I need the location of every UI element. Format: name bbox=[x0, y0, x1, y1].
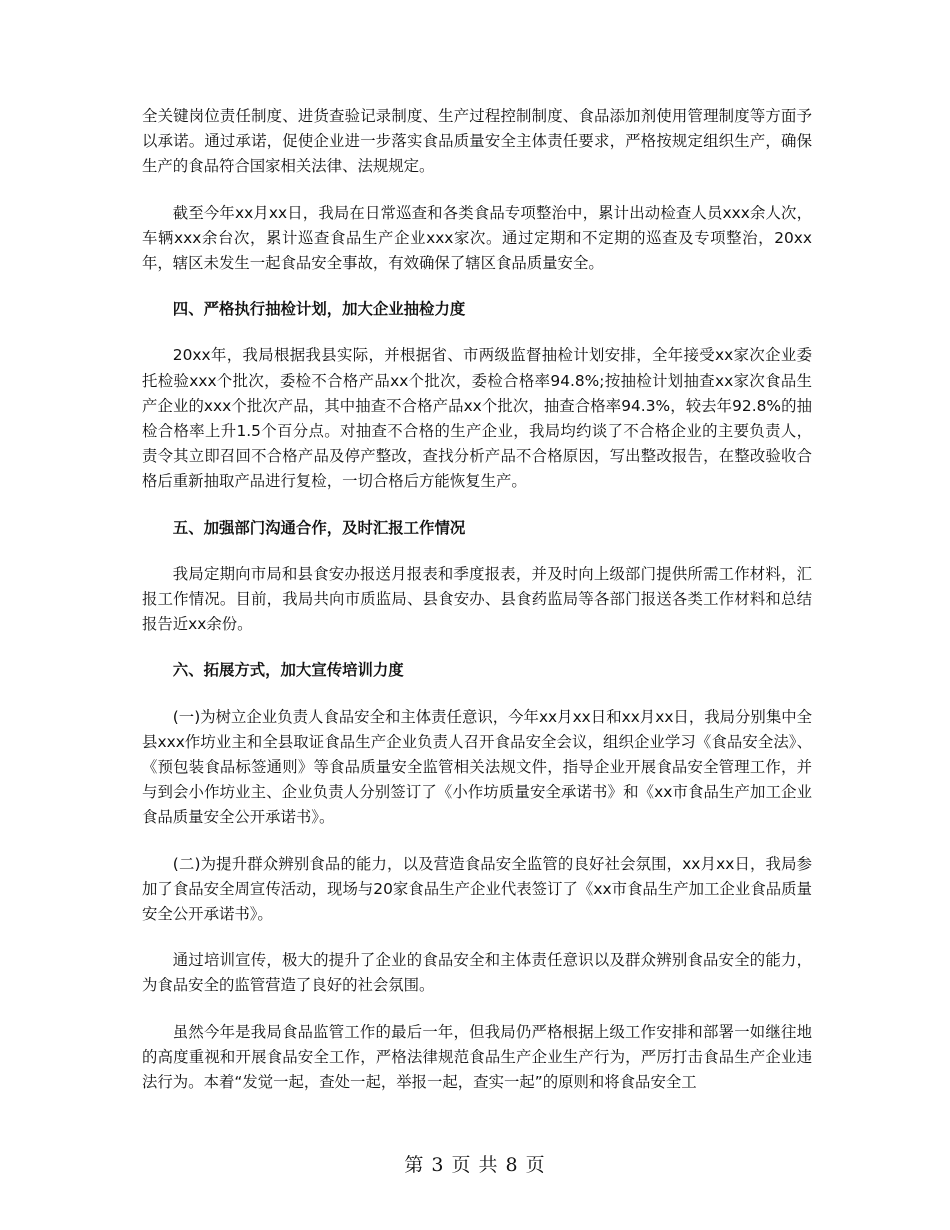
paragraph-training-2: (二)为提升群众辨别食品的能力，以及营造食品安全监管的良好社会氛围，xx月xx日，我局参加了食品安全周宣传活动，现场与20家食品生产企业代表签订了《xx市食品生产加工企业食品质量安全公开承诺书》。 bbox=[142, 854, 812, 924]
paragraph-reporting: 我局定期向市局和县食安办报送月报表和季度报表，并及时向上级部门提供所需工作材料，汇报工作情况。目前，我局共向市质监局、县食安办、县食药监局等各部门报送各类工作材料和总结报告近xx余份。 bbox=[142, 564, 812, 634]
paragraph-final-year: 虽然今年是我局食品监管工作的最后一年，但我局仍严格根据上级工作安排和部署一如继往地的高度重视和开展食品安全工作，严格法律规范食品生产企业生产行为，严厉打击食品生产企业违法行为。本着“发觉一起，查处一起，举报一起，查实一起”的原则和将食品安全工 bbox=[142, 1022, 812, 1092]
section-heading-4: 四、严格执行抽检计划，加大企业抽检力度 bbox=[172, 300, 466, 319]
paragraph-inspection-summary: 截至今年xx月xx日，我局在日常巡查和各类食品专项整治中，累计出动检查人员xxx余人次，车辆xxx余台次，累计巡查食品生产企业xxx家次。通过定期和不定期的巡查及专项整治，20xx年，辖区未发生一起食品安全事故，有效确保了辖区食品质量安全。 bbox=[142, 203, 812, 273]
paragraph-training-result: 通过培训宣传，极大的提升了企业的食品安全和主体责任意识以及群众辨别食品安全的能力，为食品安全的监管营造了良好的社会氛围。 bbox=[142, 951, 812, 995]
section-heading-6: 六、拓展方式，加大宣传培训力度 bbox=[172, 661, 404, 680]
paragraph-sampling: 20xx年，我局根据我县实际，并根据省、市两级监督抽检计划安排，全年接受xx家次企业委托检验xxx个批次，委检不合格产品xx个批次，委检合格率94.8%;按抽检计划抽查xx家次食品生产企业的xxx个批次产品，其中抽查不合格产品xx个批次，抽查合格率94.3%，较去年92.8%的抽检合格率上升1.5个百分点。对抽查不合格的生产企业，我局均约谈了不合格企业的主要负责人，责令其立即召回不合格产品及停产整改，查找分析产品不合格原因，写出整改报告，在整改验收合格后重新抽取产品进行复检，一切合格后方能恢复生产。 bbox=[142, 346, 812, 491]
document-body bbox=[142, 104, 812, 1116]
paragraph-training-1: (一)为树立企业负责人食品安全和主体责任意识，今年xx月xx日和xx月xx日，我局分别集中全县xxx作坊业主和全县取证食品生产企业负责人召开食品安全会议，组织企业学习《食品安全法》、《预包装食品标签通则》等食品质量安全监管相关法规文件，指导企业开展食品安全管理工作，并与到会小作坊业主、企业负责人分别签订了《小作坊质量安全承诺书》和《xx市食品生产加工企业食品质量安全公开承诺书》。 bbox=[142, 707, 812, 827]
page-number-footer: 第 3 页 共 8 页 bbox=[404, 1154, 546, 1176]
section-heading-5: 五、加强部门沟通合作，及时汇报工作情况 bbox=[172, 518, 466, 537]
paragraph-continuation: 全关键岗位责任制度、进货查验记录制度、生产过程控制制度、食品添加剂使用管理制度等方面予以承诺。通过承诺，促使企业进一步落实食品质量安全主体责任要求，严格按规定组织生产，确保生产的食品符合国家相关法律、法规规定。 bbox=[142, 107, 812, 176]
